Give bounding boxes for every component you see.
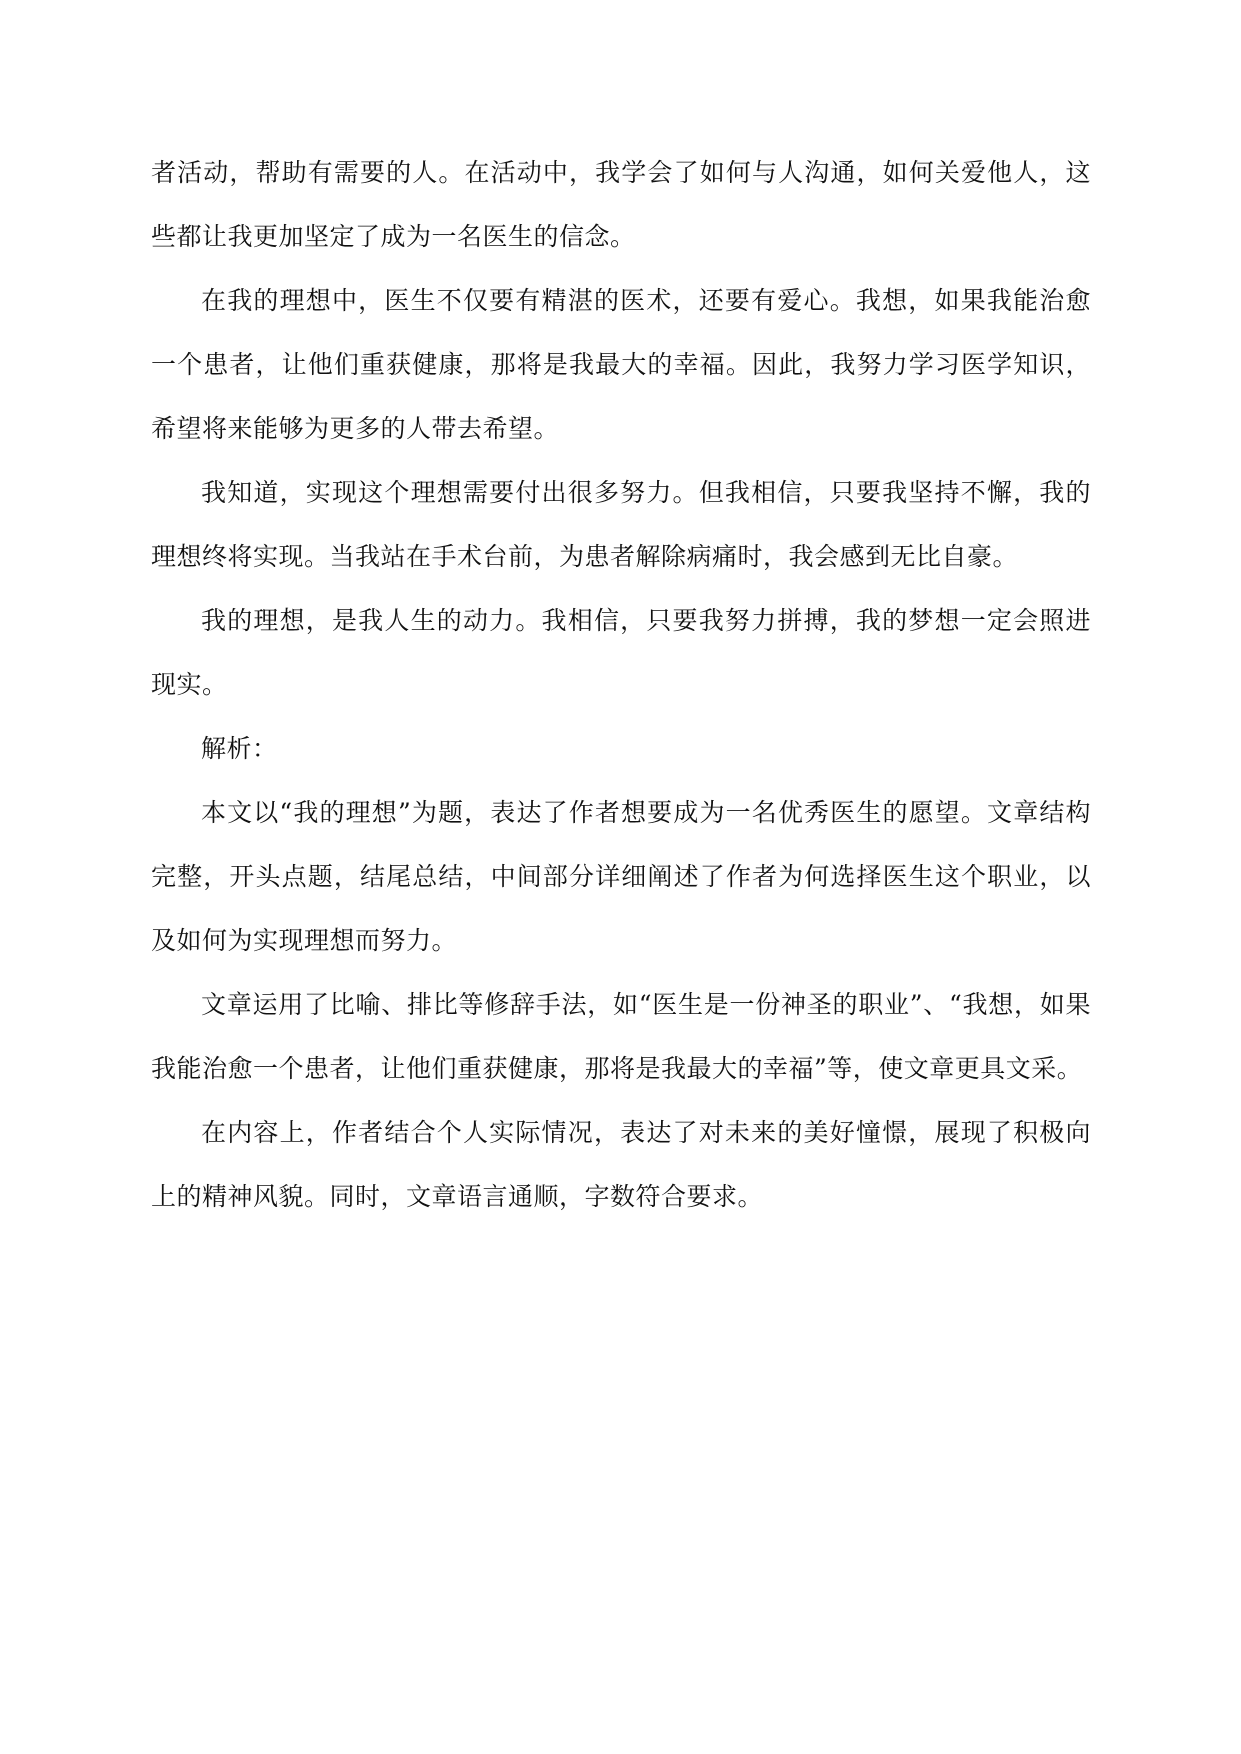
essay-text [151, 141, 1091, 1229]
analysis-paragraph-content: 在内容上，作者结合个人实际情况，表达了对未来的美好憧憬，展现了积极向上的精神风貌。同时，文章语言通顺，字数符合要求。 [151, 1118, 1091, 1211]
analysis-heading: 解析： [201, 734, 278, 763]
paragraph-ideal-doctor: 在我的理想中，医生不仅要有精湛的医术，还要有爱心。我想，如果我能治愈一个患者，让他们重获健康，那将是我最大的幸福。因此，我努力学习医学知识，希望将来能够为更多的人带去希望。 [151, 286, 1091, 443]
analysis-paragraph-structure: 本文以“我的理想”为题，表达了作者想要成为一名优秀医生的愿望。文章结构完整，开头点题，结尾总结，中间部分详细阐述了作者为何选择医生这个职业，以及如何为实现理想而努力。 [151, 798, 1091, 955]
paragraph-effort: 我知道，实现这个理想需要付出很多努力。但我相信，只要我坚持不懈，我的理想终将实现。当我站在手术台前，为患者解除病痛时，我会感到无比自豪。 [151, 478, 1091, 571]
paragraph-continuation: 者活动，帮助有需要的人。在活动中，我学会了如何与人沟通，如何关爱他人，这些都让我更加坚定了成为一名医生的信念。 [151, 158, 1091, 251]
paragraph-conclusion: 我的理想，是我人生的动力。我相信，只要我努力拼搏，我的梦想一定会照进现实。 [151, 606, 1091, 699]
analysis-paragraph-rhetoric: 文章运用了比喻、排比等修辞手法，如“医生是一份神圣的职业”、“我想，如果我能治愈一个患者，让他们重获健康，那将是我最大的幸福”等，使文章更具文采。 [151, 990, 1091, 1083]
